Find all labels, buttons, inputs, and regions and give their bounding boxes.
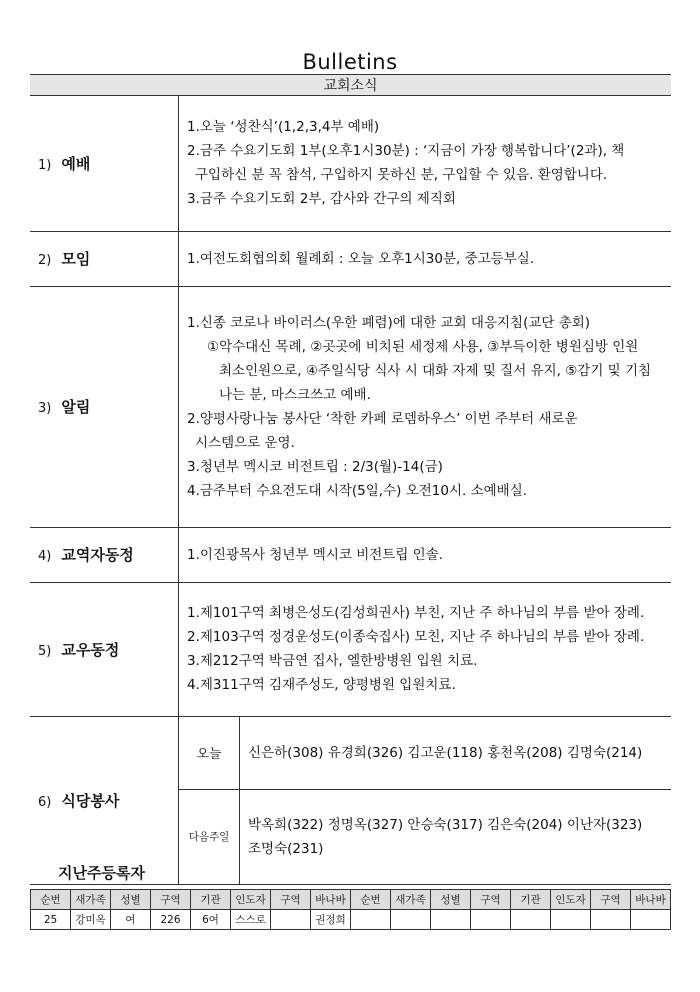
category-cell	[30, 582, 179, 716]
category-label: 알림	[61, 398, 91, 416]
content-line: 3.금주 수요기도회 2부, 감사와 간구의 제직회	[187, 191, 456, 208]
column-header: 순번	[351, 890, 391, 910]
kitchen-next-label: 다음주일	[179, 789, 240, 884]
registration-table	[30, 889, 671, 930]
kitchen-today-names: 신은하(308) 유경희(326) 김고운(118) 홍천옥(208) 김명숙(214)	[240, 717, 672, 790]
notice-content	[179, 286, 672, 527]
content-line: 4.제311구역 김재주성도, 양평병원 입원치료.	[187, 677, 456, 693]
column-header: 구역	[271, 890, 311, 910]
table-cell: 여	[111, 910, 151, 930]
members-row	[30, 582, 671, 716]
category-cell	[30, 527, 179, 582]
column-header: 성별	[111, 890, 151, 910]
page-title: Bulletins	[302, 50, 398, 74]
column-header: 구역	[151, 890, 191, 910]
staff-content	[179, 527, 672, 582]
meeting-content	[179, 231, 672, 286]
meeting-row	[30, 231, 671, 286]
table-cell	[351, 910, 391, 930]
table-cell	[591, 910, 631, 930]
staff-row	[30, 527, 671, 582]
category-cell	[30, 716, 179, 884]
table-cell	[551, 910, 591, 930]
category-number: 6)	[38, 794, 52, 810]
content-line: 3.청년부 멕시코 비전트립 : 2/3(월)-14(금)	[187, 458, 443, 475]
category-cell	[30, 96, 179, 231]
members-content	[179, 582, 672, 716]
church-news-table	[30, 96, 671, 885]
category-number: 4)	[38, 549, 52, 564]
category-number: 5)	[38, 643, 52, 659]
registration-title: 지난주등록자	[58, 864, 145, 882]
column-header: 순번	[31, 890, 71, 910]
table-cell: 6여	[191, 910, 231, 930]
content-line: 2.금주 수요기도회 1부(오후1시30분) : ‘지금이 가장 행복합니다’(2과), 책	[187, 143, 625, 160]
content-line: 나는 분, 마스크쓰고 예배.	[219, 386, 371, 403]
content-line: 1.여전도회협의회 월례회 : 오늘 오후1시30분, 중고등부실.	[187, 250, 535, 267]
category-label: 교역자동정	[61, 546, 134, 564]
column-header: 바나바	[631, 890, 671, 910]
category-label: 교우동정	[61, 640, 120, 659]
kitchen-row	[30, 716, 671, 884]
content-line: 최소인원으로, ④주일식당 식사 시 대화 자제 및 질서 유지, ⑤감기 및 기침	[219, 362, 652, 379]
names-line: 조명숙(231)	[248, 840, 324, 857]
column-header: 구역	[591, 890, 631, 910]
table-cell	[431, 910, 471, 930]
table-cell: 226	[151, 910, 191, 930]
content-line: 1.제101구역 최병은성도(김성희권사) 부친, 지난 주 하나님의 부름 받아 장례.	[187, 605, 645, 621]
content-line: 1.이진광목사 청년부 멕시코 비전트립 인솔.	[187, 546, 444, 563]
content-line: 2.양평사랑나눔 봉사단 ‘착한 카페 로뎀하우스’ 이번 주부터 새로운	[187, 410, 578, 427]
kitchen-schedule	[179, 717, 671, 884]
content-line: 구입하신 분 꼭 참석, 구입하지 못하신 분, 구입할 수 있음. 환영합니다.	[195, 167, 608, 184]
worship-row	[30, 96, 671, 231]
content-line: 3.제212구역 박금연 집사, 엘한방병원 입원 치료.	[187, 653, 478, 669]
content-line: 4.금주부터 수요전도대 시작(5일,수) 오전10시. 소예배실.	[187, 482, 528, 499]
table-cell	[391, 910, 431, 930]
table-cell: 스스로	[231, 910, 271, 930]
category-label: 식당봉사	[61, 791, 120, 810]
kitchen-content	[179, 716, 672, 884]
table-cell	[271, 910, 311, 930]
table-cell: 권정희	[311, 910, 351, 930]
section-header: 교회소식	[30, 74, 671, 96]
notice-row	[30, 286, 671, 527]
table-cell	[511, 910, 551, 930]
worship-content	[179, 96, 672, 231]
column-header: 기관	[511, 890, 551, 910]
column-header: 기관	[191, 890, 231, 910]
column-header: 인도자	[231, 890, 271, 910]
category-label: 예배	[61, 154, 91, 173]
names-line: 박옥희(322) 정명옥(327) 안승숙(317) 김은숙(204) 이난자(323)	[248, 816, 643, 833]
content-line: 1.신종 코로나 바이러스(우한 폐렴)에 대한 교회 대응지침(교단 총회)	[187, 314, 591, 331]
category-cell	[30, 231, 179, 286]
kitchen-next-names	[240, 789, 672, 884]
kitchen-today-row	[179, 717, 671, 790]
column-header: 인도자	[551, 890, 591, 910]
kitchen-today-label: 오늘	[179, 717, 240, 790]
column-header: 구역	[471, 890, 511, 910]
column-header: 바나바	[311, 890, 351, 910]
registration-header-row	[31, 890, 671, 910]
category-label: 모임	[61, 250, 91, 268]
category-number: 1)	[38, 157, 52, 173]
column-header: 성별	[431, 890, 471, 910]
table-cell	[631, 910, 671, 930]
table-cell: 강미옥	[71, 910, 111, 930]
table-row	[31, 910, 671, 930]
column-header: 새가족	[71, 890, 111, 910]
content-line: ①악수대신 목례, ②곳곳에 비치된 세정제 사용, ③부득이한 병원심방 인원	[207, 338, 639, 355]
kitchen-next-row	[179, 789, 671, 884]
category-cell	[30, 286, 179, 527]
table-cell: 25	[31, 910, 71, 930]
column-header: 새가족	[391, 890, 431, 910]
table-cell	[471, 910, 511, 930]
content-line: 2.제103구역 정경운성도(이종숙집사) 모친, 지난 주 하나님의 부름 받아 장례.	[187, 629, 645, 645]
category-number: 3)	[38, 401, 52, 416]
content-line: 1.오늘 ‘성찬식’(1,2,3,4부 예배)	[187, 119, 380, 136]
category-number: 2)	[38, 253, 52, 268]
content-line: 시스템으로 운영.	[195, 434, 295, 451]
